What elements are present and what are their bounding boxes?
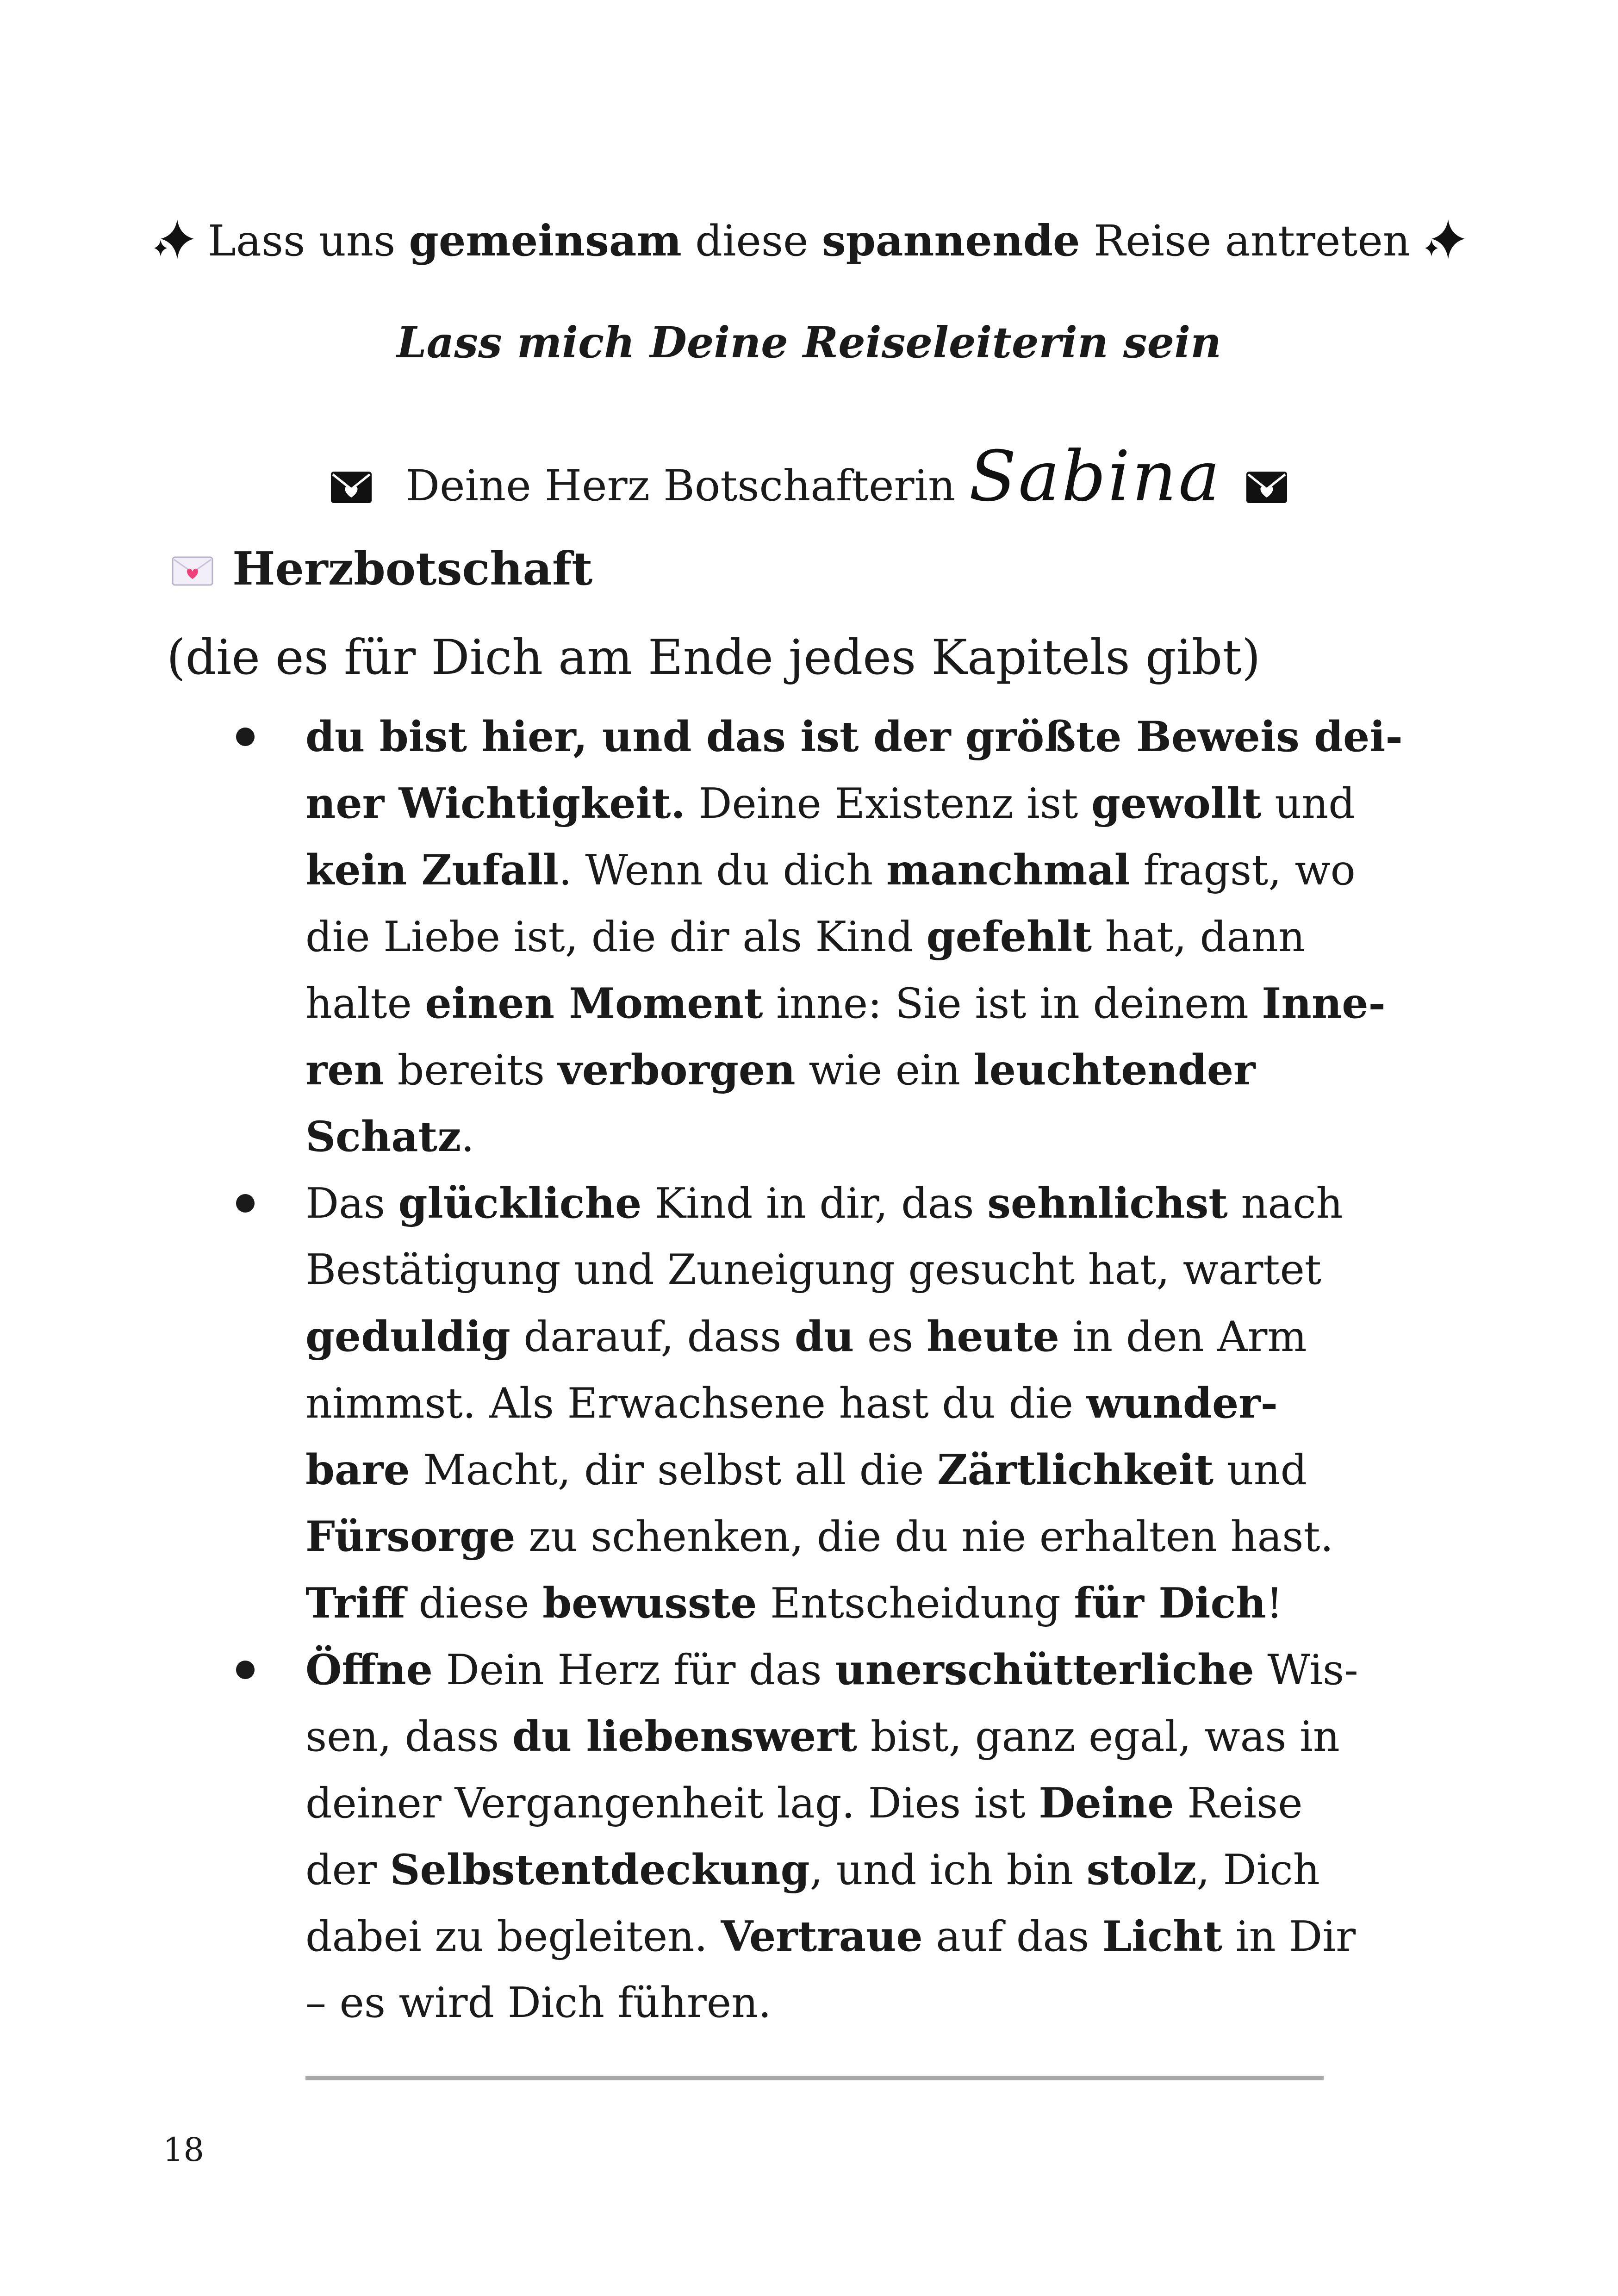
intro-line [0, 208, 1618, 273]
text: , und ich bin [809, 1846, 1087, 1894]
bullet-line [305, 1103, 474, 1170]
bold-text: Triff [305, 1579, 405, 1628]
bold-text: Inne- [1262, 979, 1386, 1028]
text: halte [305, 979, 425, 1028]
signature-line [0, 435, 1618, 518]
bold-text: glückliche [398, 1179, 642, 1228]
text: fragst, wo [1130, 846, 1356, 895]
bold-text: Licht [1102, 1912, 1223, 1961]
text: Entscheidung [757, 1579, 1074, 1628]
bold-text: Zärtlichkeit [937, 1445, 1214, 1494]
bold-text: du bist hier, und das ist der größte Beweis dei- [305, 712, 1403, 761]
text: es [854, 1313, 927, 1361]
bold-text: Fürsorge [305, 1512, 516, 1561]
text: inne: Sie ist in deinem [763, 979, 1262, 1028]
bold-text: sehnlichst [987, 1179, 1228, 1228]
heading-title: Herzbotschaft [232, 542, 593, 596]
text: der [305, 1846, 390, 1894]
text: dabei zu begleiten. [305, 1912, 721, 1961]
text: . [461, 1113, 474, 1161]
text: hat, dann [1092, 913, 1305, 961]
bullet-line [305, 1570, 1283, 1636]
text: zu schenken, die du nie erhalten hast. [515, 1512, 1334, 1561]
bold-text: ner Wichtigkeit. [305, 779, 685, 828]
intro-part: Reise antreten [1080, 216, 1411, 266]
bullet-line [305, 1836, 1320, 1903]
text: Wis- [1254, 1646, 1358, 1694]
text: Das [305, 1179, 398, 1228]
text: die Liebe ist, die dir als Kind [305, 913, 927, 961]
bullet-dot [236, 1661, 255, 1679]
bold-text: Öffne [305, 1645, 433, 1694]
subtitle: Lass mich Deine Reiseleiterin sein [396, 317, 1222, 367]
bold-text: manchmal [886, 846, 1130, 895]
text: Bestätigung und Zuneigung gesucht hat, wartet [305, 1245, 1322, 1294]
bold-text: Vertraue [721, 1912, 923, 1961]
text: ! [1266, 1579, 1283, 1628]
text: Reise [1174, 1779, 1303, 1828]
bold-text: verborgen [558, 1045, 796, 1095]
text: . Wenn du dich [559, 846, 886, 895]
bullet-line [305, 770, 1355, 837]
sparkles-icon [1421, 215, 1468, 280]
bullet-line [305, 1770, 1302, 1836]
bold-text: du [794, 1312, 854, 1361]
text: Deine Existenz ist [685, 779, 1092, 828]
bullet-dot [236, 728, 255, 746]
signature-prefix: Deine Herz Botschafterin [405, 461, 956, 510]
divider [305, 2076, 1324, 2080]
bold-text: heute [926, 1312, 1059, 1361]
text: , Dich [1196, 1846, 1320, 1894]
text: auf das [922, 1912, 1102, 1961]
text: nimmst. Als Erwachsene hast du die [305, 1379, 1087, 1428]
bold-text: du liebenswert [512, 1712, 858, 1761]
text: darauf, dass [510, 1313, 795, 1361]
bold-text: einen Moment [425, 979, 763, 1028]
bullet-line [305, 1703, 1340, 1770]
bullet-line [305, 703, 1403, 770]
bullet-list [0, 703, 1618, 2055]
text: in Dir [1222, 1912, 1356, 1961]
bullet-line [305, 1437, 1307, 1503]
text: nach [1227, 1179, 1343, 1228]
bullet-line [305, 1037, 1256, 1103]
bullet-line [305, 903, 1305, 970]
bold-text: ren [305, 1045, 385, 1095]
text: diese [405, 1579, 543, 1628]
envelope-heart-icon [329, 449, 373, 532]
section-heading [171, 532, 592, 606]
text: in den Arm [1059, 1313, 1307, 1361]
love-letter-icon [171, 534, 214, 608]
bold-text: wunder- [1086, 1379, 1278, 1428]
text: bereits [384, 1046, 558, 1095]
heading-note: (die es für Dich am Ende jedes Kapitels gibt) [167, 629, 1261, 685]
text: Macht, dir selbst all die [410, 1446, 938, 1494]
bold-text: bare [305, 1445, 410, 1494]
bold-text: unerschütterliche [835, 1645, 1254, 1694]
bold-text: geduldig [305, 1312, 510, 1361]
bullet-line [305, 970, 1386, 1037]
bullet-line [305, 1237, 1321, 1303]
bullet-line [305, 1303, 1307, 1370]
text: bist, ganz egal, was in [857, 1712, 1340, 1761]
bold-text: stolz [1086, 1845, 1197, 1894]
bold-text: Schatz [305, 1112, 461, 1161]
text: deiner Vergangenheit lag. Dies ist [305, 1779, 1039, 1828]
bold-text: Deine [1039, 1779, 1174, 1828]
bold-text: gefehlt [926, 912, 1092, 961]
bullet-dot [236, 1194, 255, 1213]
bold-text: Selbstentdeckung [390, 1845, 810, 1894]
bullet-line [305, 1370, 1278, 1437]
bold-text: leuchtender [973, 1045, 1256, 1095]
page-number: 18 [163, 2131, 205, 2169]
intro-part: diese [681, 216, 822, 266]
bold-text: bewusste [542, 1579, 757, 1628]
text: Kind in dir, das [641, 1179, 988, 1228]
bullet-line [305, 1170, 1343, 1237]
intro-part: spannende [821, 216, 1080, 266]
bold-text: für Dich [1074, 1579, 1266, 1628]
text: wie ein [795, 1046, 974, 1095]
text: Dein Herz für das [432, 1646, 835, 1694]
text: und [1261, 779, 1355, 828]
intro-part: gemeinsam [409, 216, 682, 266]
bullet-line [305, 1970, 772, 2036]
intro-text [208, 216, 1410, 266]
bullet-line [305, 1503, 1333, 1570]
text: – es wird Dich führen. [305, 1979, 772, 2027]
signature-name: Sabina [969, 436, 1222, 517]
bold-text: kein Zufall [305, 846, 559, 895]
envelope-heart-icon [1245, 449, 1289, 532]
bold-text: gewollt [1091, 779, 1262, 828]
bullet-line [305, 837, 1356, 903]
text: und [1214, 1446, 1307, 1494]
text: sen, dass [305, 1712, 512, 1761]
sparkles-icon [150, 215, 197, 280]
bullet-line [305, 1636, 1358, 1703]
bullet-line [305, 1903, 1356, 1970]
intro-part: Lass uns [207, 216, 409, 266]
